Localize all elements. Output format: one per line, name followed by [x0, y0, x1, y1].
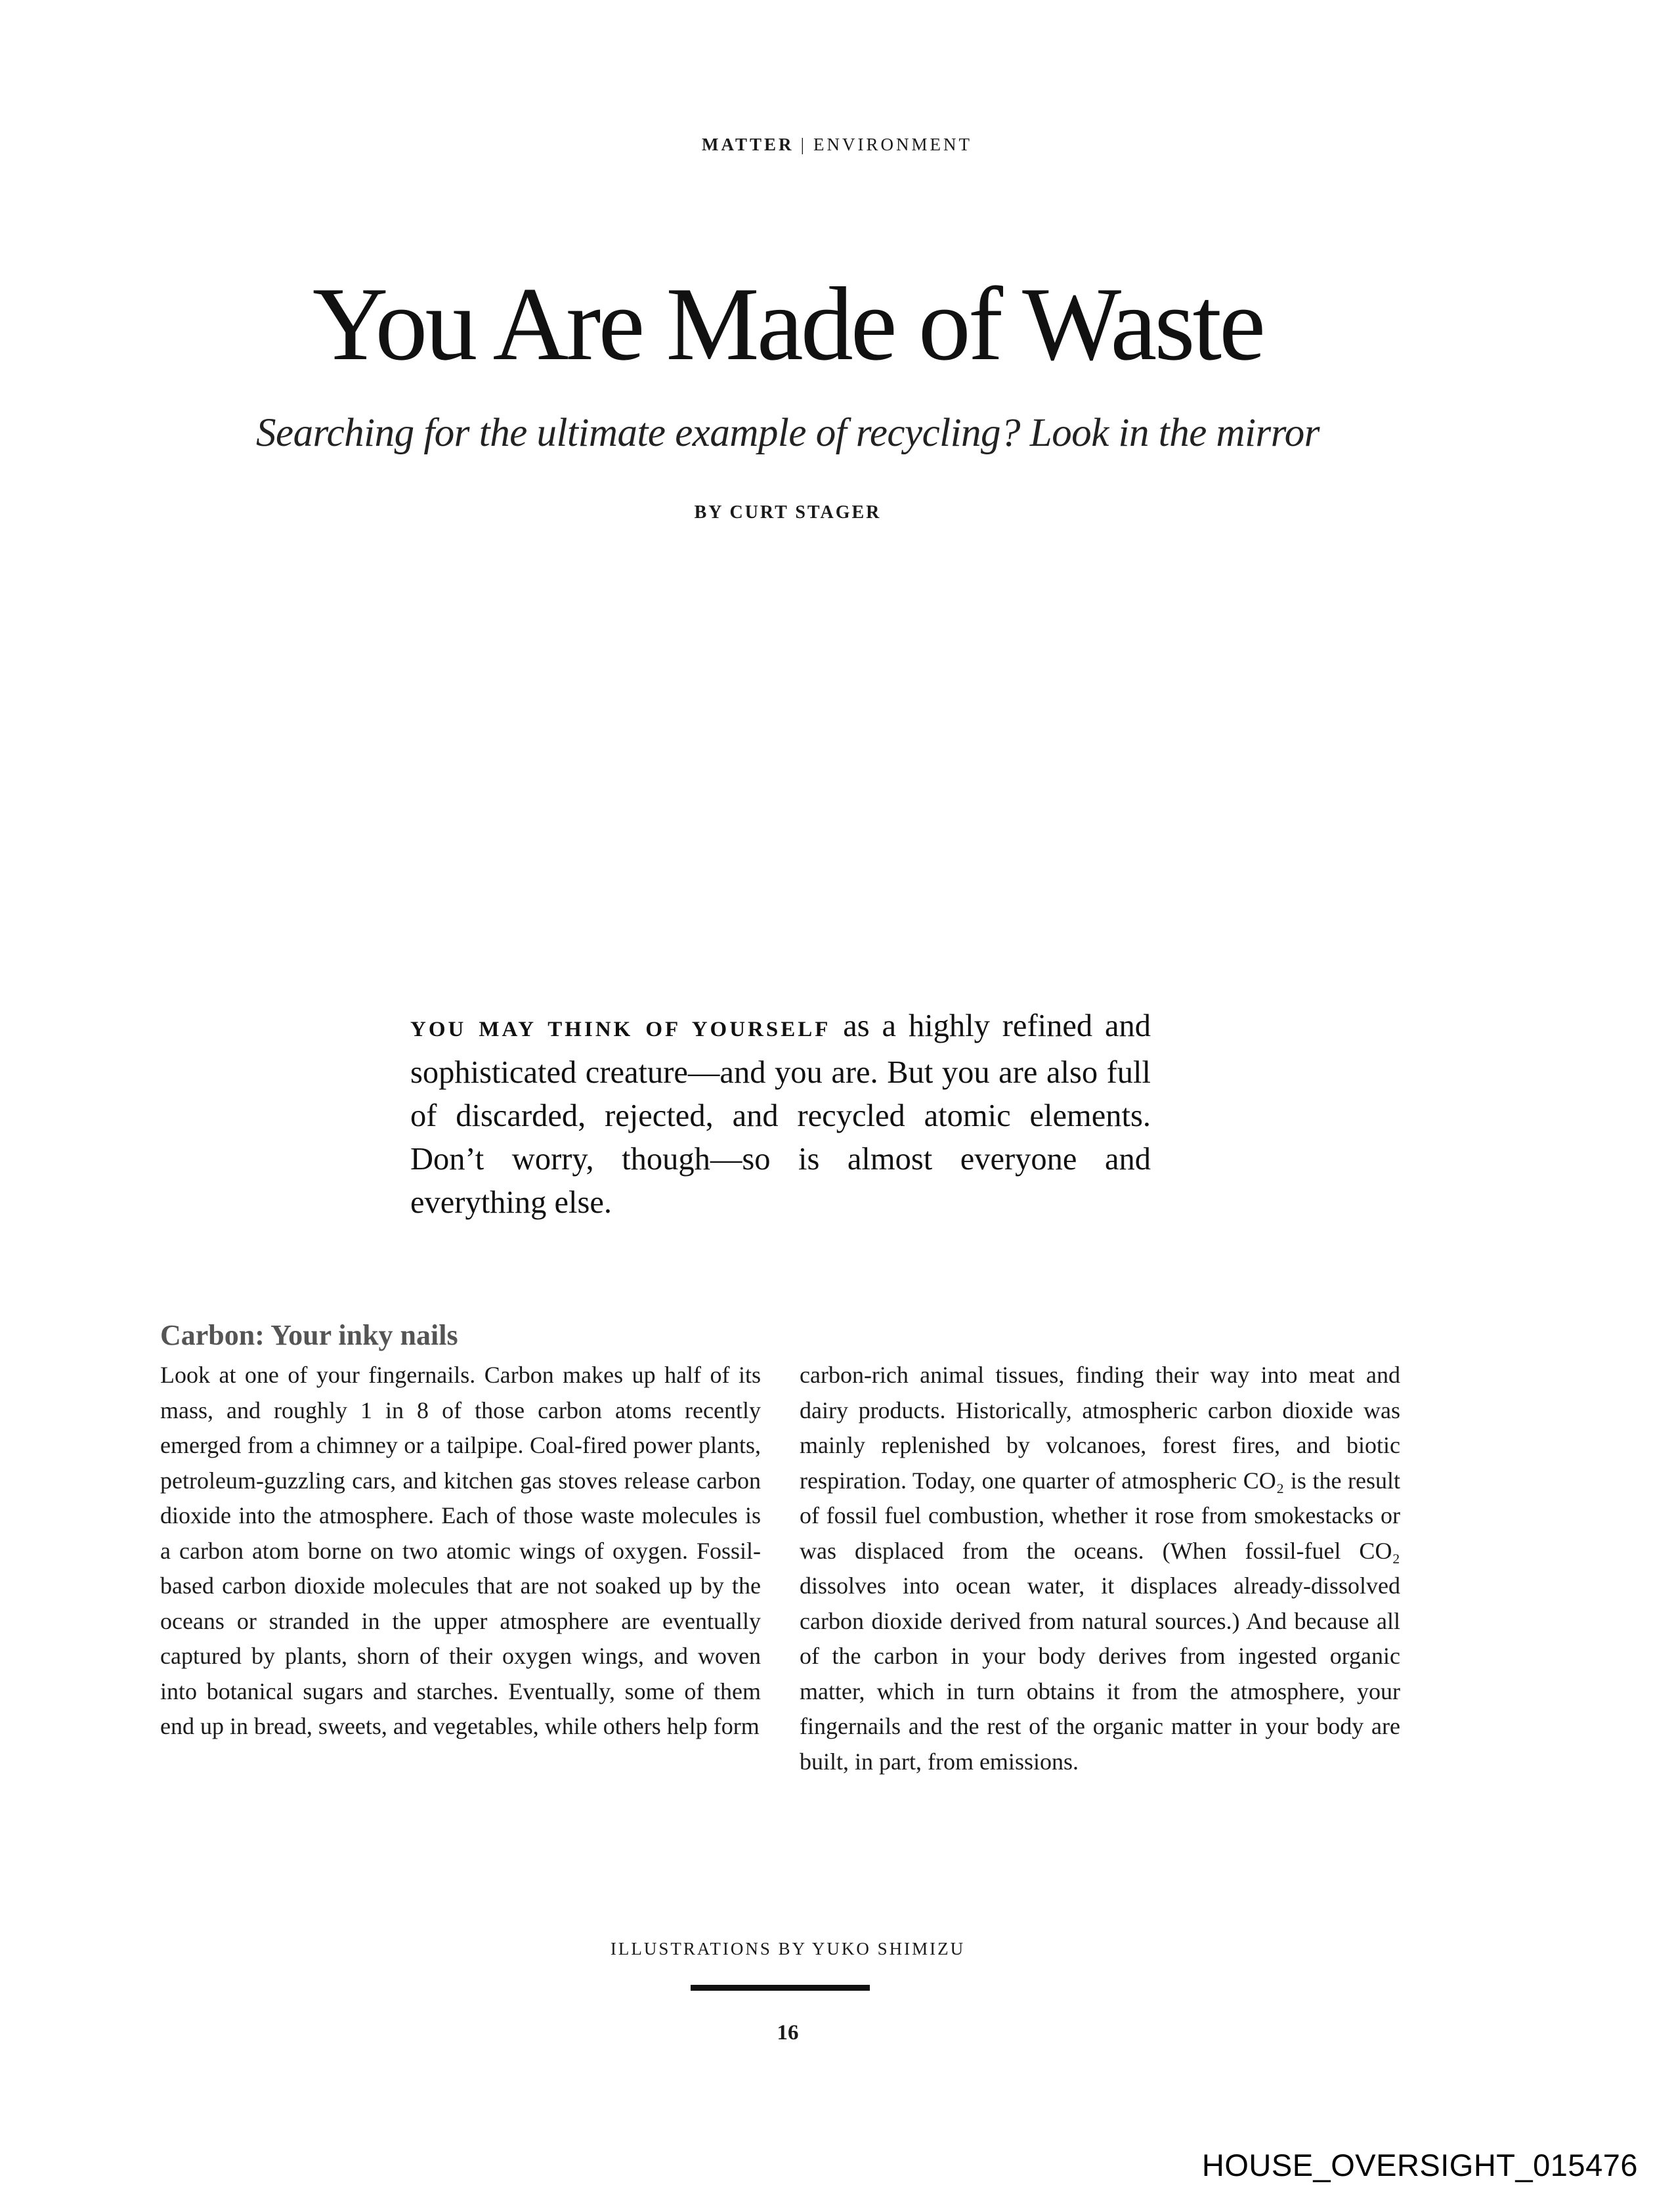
section-name: MATTER [702, 135, 794, 154]
article-title: You Are Made of Waste [312, 265, 1264, 382]
section-category: ENVIRONMENT [813, 135, 972, 154]
bates-number: HOUSE_OVERSIGHT_015476 [1201, 2148, 1638, 2182]
lede-lead-in: YOU MAY THINK OF YOURSELF [410, 1018, 831, 1041]
article-byline: BY CURT STAGER [694, 502, 882, 523]
page-number: 16 [777, 2021, 799, 2045]
illustration-credit: ILLUSTRATIONS BY YUKO SHIMIZU [610, 1939, 966, 1959]
lede-paragraph [410, 1005, 1151, 1225]
section-label [0, 135, 1674, 155]
body-column-left: Look at one of your fingernails. Carbon makes up half of its mass, and roughly 1 in 8 of those carbon atoms recently emerged from a chimney or a tailpipe. Coal-fired power plants, petroleum-guzzling cars, and kitchen gas stoves release carbon dioxide into the atmosphere. Each of those waste molecules is a carbon atom borne on two atomic wings of oxygen. Fossil-based carbon dioxide molecules that are not soaked up by the oceans or stranded in the upper atmosphere are eventually captured by plants, shorn of their oxygen wings, and woven into botanical sugars and starches. Eventually, some of them end up in bread, sweets, and vegetables, while others help form [160, 1362, 761, 1739]
body-column-right: carbon-rich animal tissues, finding their way into meat and dairy products. Historically, atmospheric carbon dioxide was mainly replenished by volcanoes, forest fires, and biotic respiration. Today, one quarter of atmospheric CO₂ is the result of fossil fuel combustion, whether it rose from smokestacks or was displaced from the oceans. (When fossil-fuel CO₂ dissolves into ocean water, it displaces already-dissolved carbon dioxide derived from natural sources.) And because all of the carbon in your body derives from ingested organic matter, which in turn obtains it from the atmosphere, your fingernails and the rest of the organic matter in your body are built, in part, from emissions. [800, 1362, 1400, 1775]
article-subtitle: Searching for the ultimate example of recycling? Look in the mirror [256, 411, 1320, 455]
section-separator: | [800, 135, 807, 154]
section-heading: Carbon: Your inky nails [160, 1319, 458, 1351]
lede-body: as a highly refined and sophisticated creature—and you are. But you are also full of discarded, rejected, and recycled atomic elements. Don’t worry, though—so is almost everyone and everything else. [410, 1008, 1151, 1220]
footer-rule [691, 1985, 870, 1991]
